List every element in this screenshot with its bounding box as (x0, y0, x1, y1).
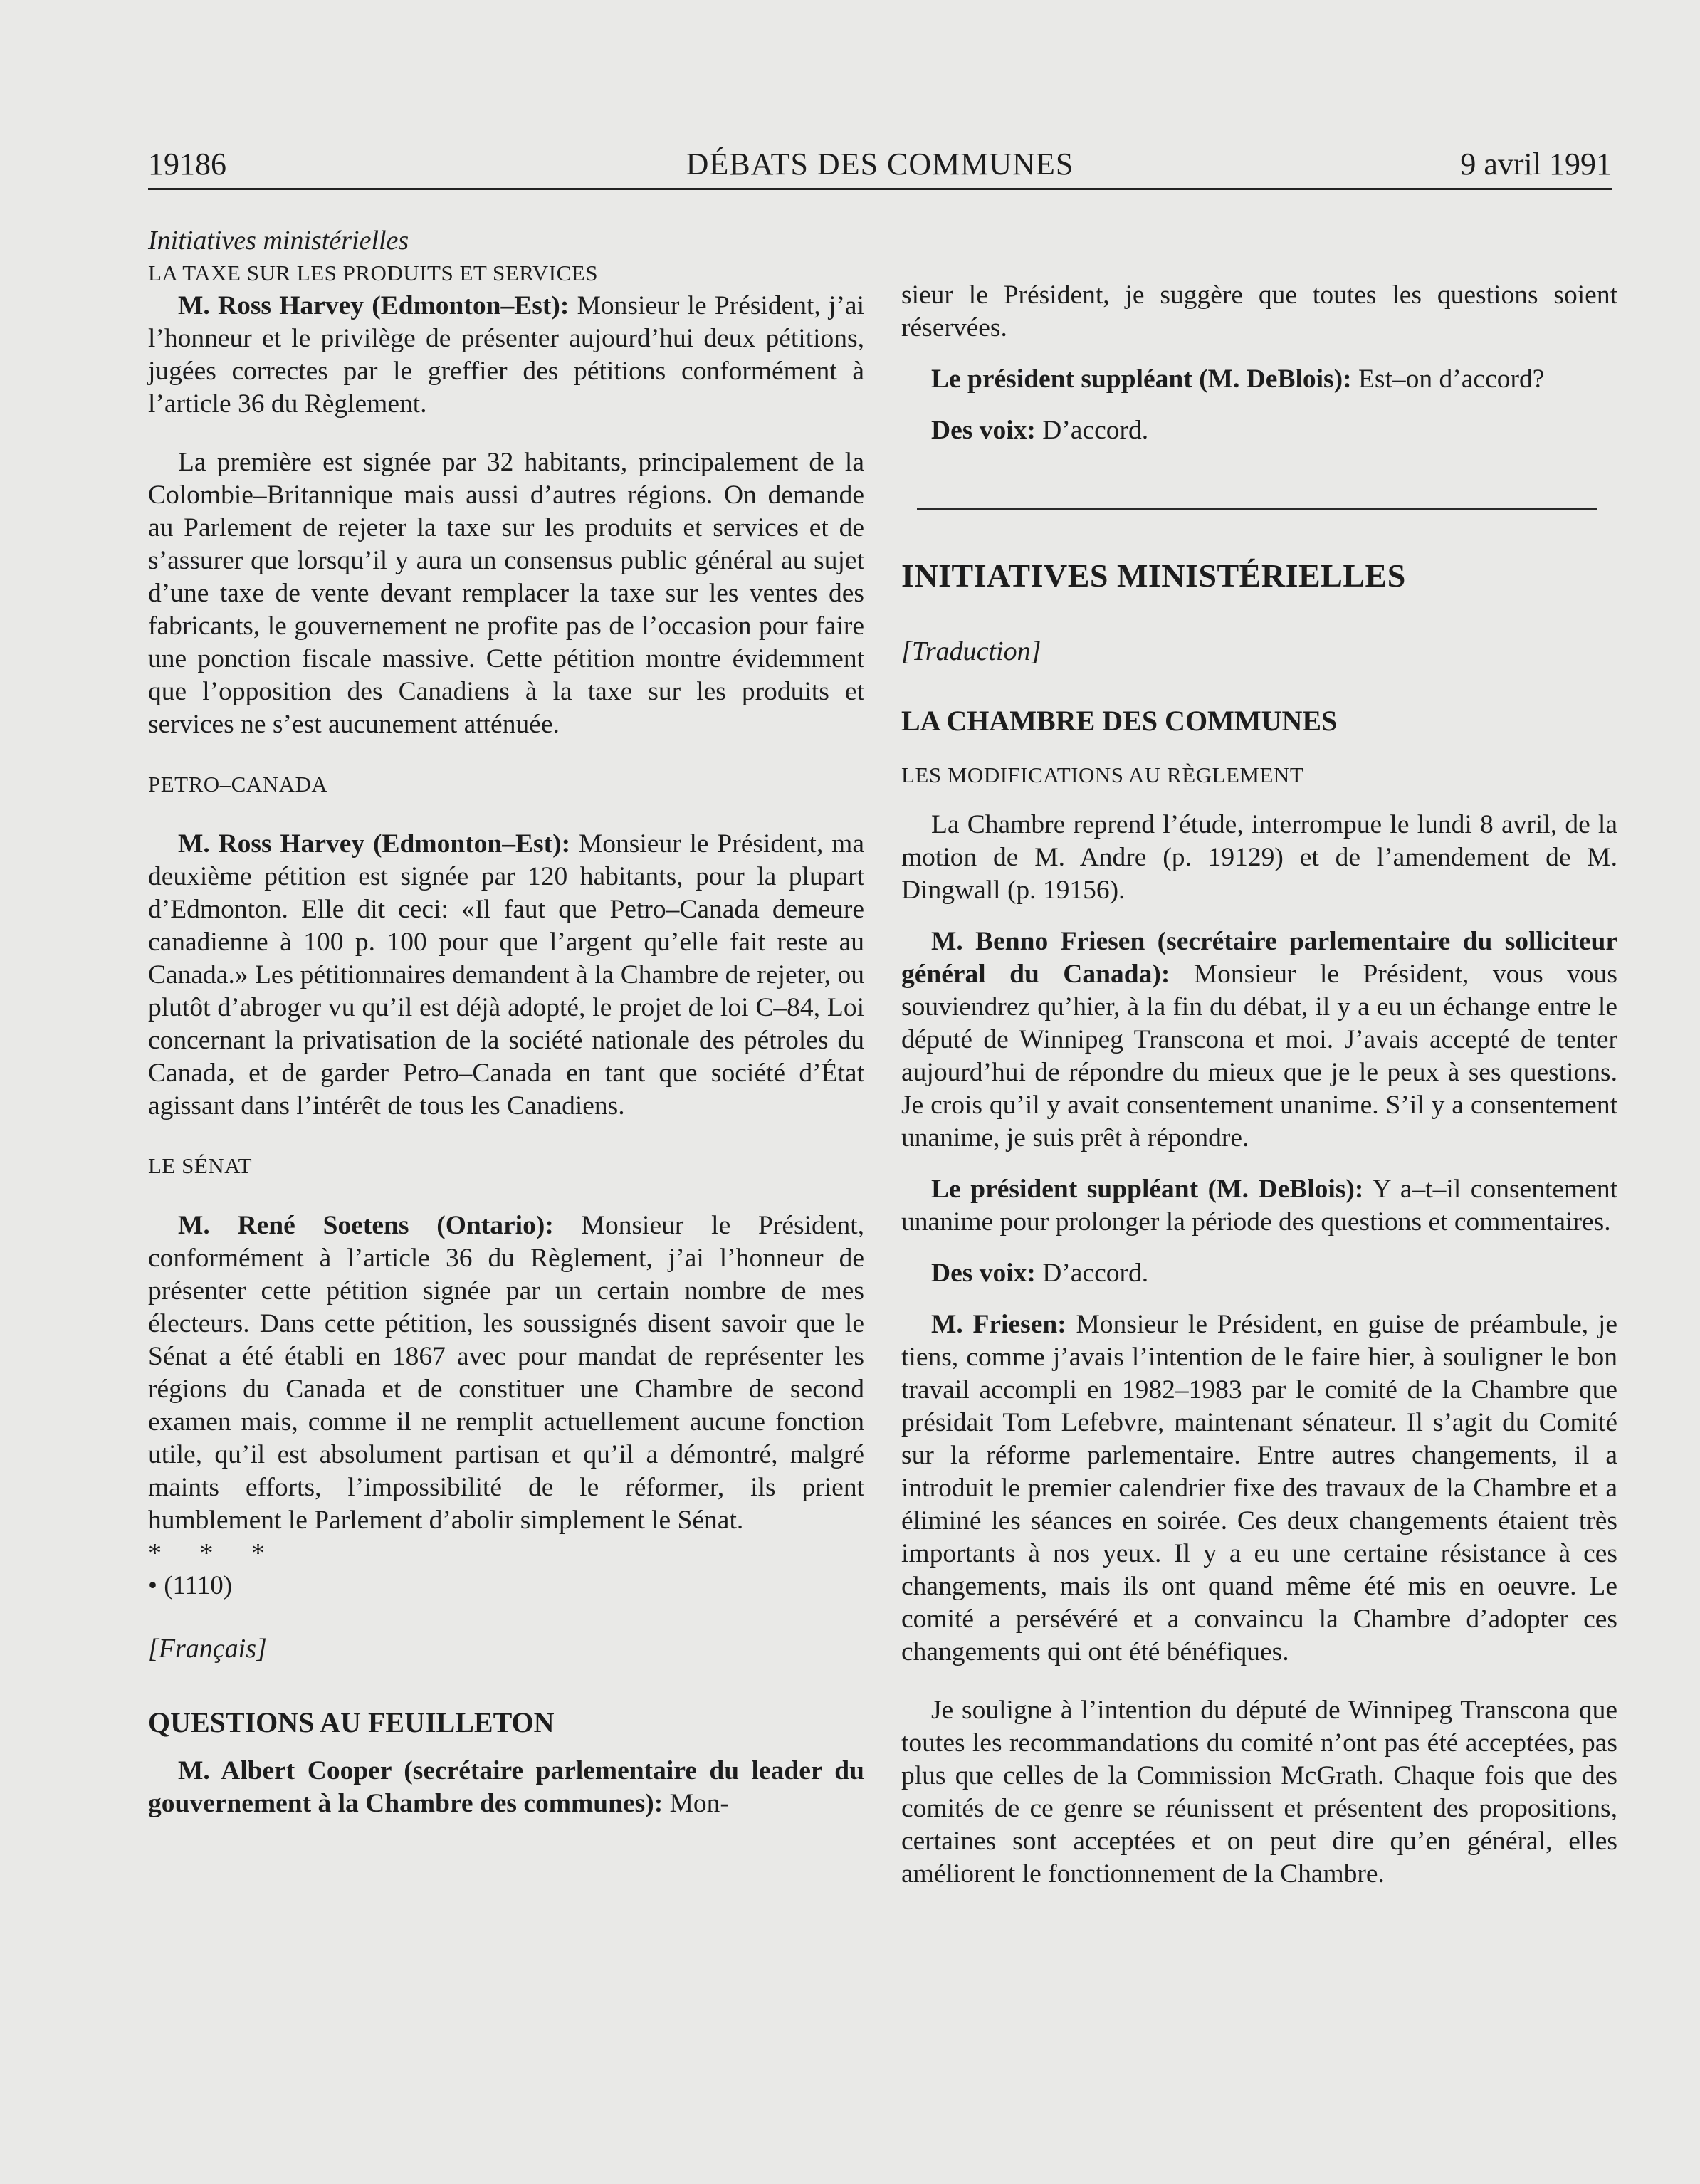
speaker: M. Ross Harvey (Edmonton–Est): (178, 829, 571, 859)
speaker: M. Benno Friesen (secrétaire parlementaire du solliciteur général du Canada): (901, 927, 1617, 989)
heading-order-paper: QUESTIONS AU FEUILLETON (148, 1706, 555, 1738)
paragraph (901, 1173, 1617, 1239)
header-rule (148, 188, 1612, 190)
heading-senate: LE SÉNAT (148, 1153, 253, 1178)
paragraph (901, 1308, 1617, 1669)
speech-text: Y a–t–il consentement unanime pour prolonger la période des questions et commentaires. (901, 1175, 1617, 1237)
right-column (901, 279, 1617, 1891)
speech-text: Mon- (663, 1789, 729, 1818)
speech-text: Est–on d’accord? (1351, 364, 1545, 394)
paragraph: Je souligne à l’intention du député de Winnipeg Transcona que toutes les recommandations du comité n’ont pas été acceptées, pas plus que celles de la Commission McGrath. Chaque fois que des comités de ce genre se réunissent et présentent des propositions, certaines sont acceptées et on peut dire qu’en général, elles améliorent le fonctionnement de la Chambre. (901, 1696, 1617, 1889)
left-column (148, 224, 864, 1820)
speaker: Le président suppléant (M. DeBlois): (931, 1175, 1364, 1204)
speech-text: D’accord. (1035, 1259, 1149, 1288)
paragraph (148, 1755, 864, 1820)
speech-text: D’accord. (1035, 416, 1149, 445)
speech-text: Monsieur le Président, j’ai l’honneur et le privilège de présenter aujourd’hui deux pétitions, jugées correctes par le greffier des pétitions conformément à l’article 36 du Règlement. (148, 291, 864, 419)
time-marker: • (1110) (148, 1571, 233, 1600)
page-number: 19186 (148, 147, 226, 182)
language-note: [Français] (148, 1634, 267, 1664)
speech-text: Monsieur le Président, en guise de préambule, je tiens, comme j’avais l’intention de le faire hier, à souligner le bon travail accompli en 1982–1983 par le comité de la Chambre que présidait Tom Lefebvre, maintenant sénateur. Il s’agit du Comité sur la réforme parlementaire. Entre autres changements, il a introduit le premier calendrier fixe des travaux de la Chambre et a éliminé les séances en soirée. Ces deux changements étaient très importants à nos yeux. Il y a eu une certaine résistance à ces changements, mais ils ont quand même été mis en oeuvre. Le comité a persévéré et a convaincu la Chambre d’adopter ces changements qui ont été bénéfiques. (901, 1310, 1617, 1666)
paragraph (901, 414, 1617, 447)
speaker: Des voix: (931, 416, 1036, 445)
speech-text: Monsieur le Président, vous vous souviendrez qu’hier, à la fin du débat, il y a eu un échange entre le député de Winnipeg Transcona et moi. J’avais accepté de tenter aujourd’hui de répondre du mieux que je le peux à ses questions. Je crois qu’il y avait consentement unanime. S’il y a consentement unanime, je suis prêt à répondre. (901, 960, 1618, 1153)
speaker: M. René Soetens (Ontario): (178, 1211, 554, 1240)
speaker: M. Friesen: (931, 1310, 1066, 1339)
heading-house-of-commons: LA CHAMBRE DES COMMUNES (901, 705, 1338, 737)
speech-text: Monsieur le Président, ma deuxième pétition est signée par 120 habitants, pour la plupart d’Edmonton. Elle dit ceci: «Il faut que Petro–Canada demeure canadienne à 100 p. 100 pour que l’argent qu’elle fait reste au Canada.» Les pétitionnaires demandent à la Chambre de rejeter, ou plutôt d’abroger vu qu’il est déjà adopté, le projet de loi C–84, Loi concernant la privatisation de la société nationale des pétroles du Canada, et de garder Petro–Canada en tant que société d’État agissant dans l’intérêt de tous les Canadiens. (148, 829, 864, 1120)
paragraph: La Chambre reprend l’étude, interrompue le lundi 8 avril, de la motion de M. Andre (p. 19129) et de l’amendement de M. Dingwall (p. 19156). (901, 810, 1617, 905)
page-header (148, 146, 1612, 189)
paragraph (901, 1257, 1617, 1290)
heading-gst: LA TAXE SUR LES PRODUITS ET SERVICES (148, 261, 598, 285)
section-divider (917, 508, 1597, 510)
speech-text: Monsieur le Président, conformément à l’article 36 du Règlement, j’ai l’honneur de présenter cette pétition signée par un certain nombre de mes électeurs. Dans cette pétition, les soussignés disent savoir que le Sénat a été établi en 1867 avec pour mandat de représenter les régions du Canada et de constituer une Chambre de second examen mais, comme il ne remplit actuellement aucune fonction utile, qu’il est absolument partisan et qu’il a démontré, malgré maints efforts, l’impossibilité de le réformer, ils prient humblement le Parlement d’abolir simplement le Sénat. (148, 1211, 864, 1535)
section-title: Initiatives ministérielles (148, 226, 409, 256)
paragraph: sieur le Président, je suggère que toutes les questions soient réservées. (901, 280, 1617, 342)
paragraph (901, 925, 1617, 1155)
publication-title: DÉBATS DES COMMUNES (686, 147, 1074, 182)
heading-petro-canada: PETRO–CANADA (148, 772, 328, 797)
paragraph: La première est signée par 32 habitants, principalement de la Colombie–Britannique mais aussi d’autres régions. On demande au Parlement de rejeter la taxe sur les produits et services et de s’assurer que lorsqu’il y aura un consensus public général au sujet d’une taxe de vente devant remplacer la taxe sur les ventes des fabricants, le gouvernement ne profite pas de l’occasion pour faire une ponction fiscale massive. Cette pétition montre évidemment que l’opposition des Canadiens à la taxe sur les produits et services ne s’est aucunement atténuée. (148, 448, 864, 739)
speaker: Le président suppléant (M. DeBlois): (931, 364, 1352, 394)
section-break: * * * (148, 1538, 280, 1568)
paragraph (901, 363, 1617, 396)
heading-government-orders: INITIATIVES MINISTÉRIELLES (901, 557, 1406, 594)
language-note: [Traduction] (901, 636, 1041, 666)
paragraph (148, 828, 864, 1123)
paragraph (148, 290, 864, 421)
speaker: Des voix: (931, 1259, 1036, 1288)
paragraph (148, 1209, 864, 1537)
publication-date: 9 avril 1991 (1460, 147, 1612, 182)
speaker: M. Ross Harvey (Edmonton–Est): (178, 291, 570, 320)
speaker: M. Albert Cooper (secrétaire parlementaire du leader du gouvernement à la Chambre des communes): (148, 1756, 864, 1818)
heading-standing-orders: LES MODIFICATIONS AU RÈGLEMENT (901, 762, 1304, 787)
